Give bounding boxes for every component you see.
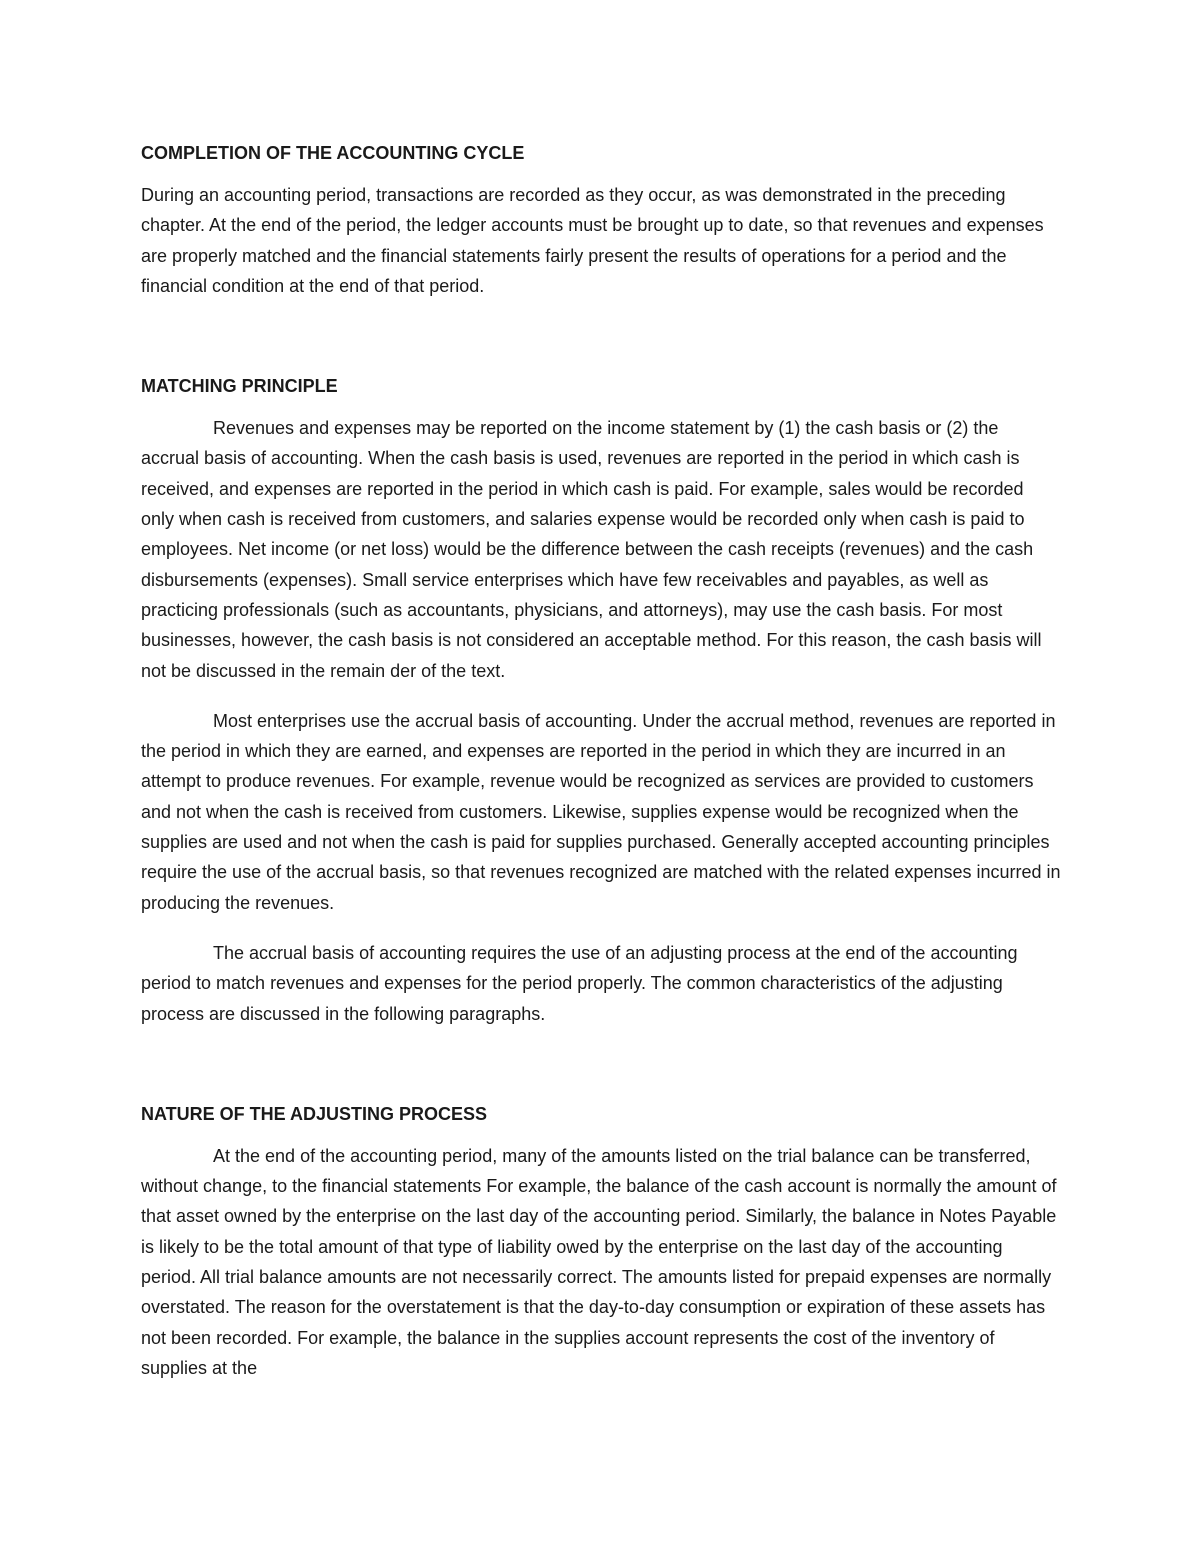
section-spacer xyxy=(141,321,1061,371)
section-heading-completion: COMPLETION OF THE ACCOUNTING CYCLE xyxy=(141,143,525,163)
paragraph-adjusting-nature: At the end of the accounting period, many of the amounts listed on the trial balance can be transferred, without change, to the financial statements For example, the balance of the cash account is normally the amount of that asset owned by the enterprise on the last day of the accounting period. Similarly, the balance in Notes Payable is likely to be the total amount of that type of liability owed by the enterprise on the last day of the accounting period. All trial balance amounts are not necessarily correct. The amounts listed for prepaid expenses are normally overstated. The reason for the overstatement is that the day-to-day consumption or expiration of these assets has not been recorded. For example, the balance in the supplies account represents the cost of the inventory of supplies at the xyxy=(141,1145,1057,1378)
paragraph-matching-accrual-basis: Most enterprises use the accrual basis of accounting. Under the accrual method, revenues are reported in the period in which they are earned, and expenses are reported in the period in which they are incurred in an attempt to produce revenues. For example, revenue would be recognized as services are provided to customers and not when the cash is received from customers. Likewise, supplies expense would be recognized when the supplies are used and not when the cash is paid for supplies purchased. Generally accepted accounting principles require the use of the accrual basis, so that revenues recognized are matched with the related expenses incurred in producing the revenues. xyxy=(141,710,1061,913)
paragraph-completion: During an accounting period, transactions are recorded as they occur, as was demonstrated in the preceding chapter. At the end of the period, the ledger accounts must be brought up to date, so that revenues and expenses are properly matched and the financial statements fairly present the results of operations for a period and the financial condition at the end of that period. xyxy=(141,185,1044,296)
section-heading-matching: MATCHING PRINCIPLE xyxy=(141,376,338,397)
paragraph-matching-cash-basis: Revenues and expenses may be reported on the income statement by (1) the cash basis or (2) the accrual basis of accounting. When the cash basis is used, revenues are reported in the period in which cash is received, and expenses are reported in the period in which cash is paid. For example, sales would be recorded only when cash is received from customers, and salaries expense would be recorded only when cash is paid to employees. Net income (or net loss) would be the difference between the cash receipts (revenues) and the cash disbursements (expenses). Small service enterprises which have few receivables and payables, as well as practicing professionals (such as accountants, physicians, and attorneys), may use the cash basis. For most businesses, however, the cash basis is not considered an acceptable method. For this reason, the cash basis will not be discussed in the remain der of the text. xyxy=(141,418,1042,681)
section-spacer xyxy=(141,1049,1061,1099)
section-heading-adjusting: NATURE OF THE ADJUSTING PROCESS xyxy=(141,1103,488,1124)
document-page xyxy=(141,138,1061,1403)
paragraph-matching-adjusting: The accrual basis of accounting requires the use of an adjusting process at the end of the accounting period to match revenues and expenses for the period properly. The common characteristics of the adjusting process are discussed in the following paragraphs. xyxy=(141,942,1018,1024)
